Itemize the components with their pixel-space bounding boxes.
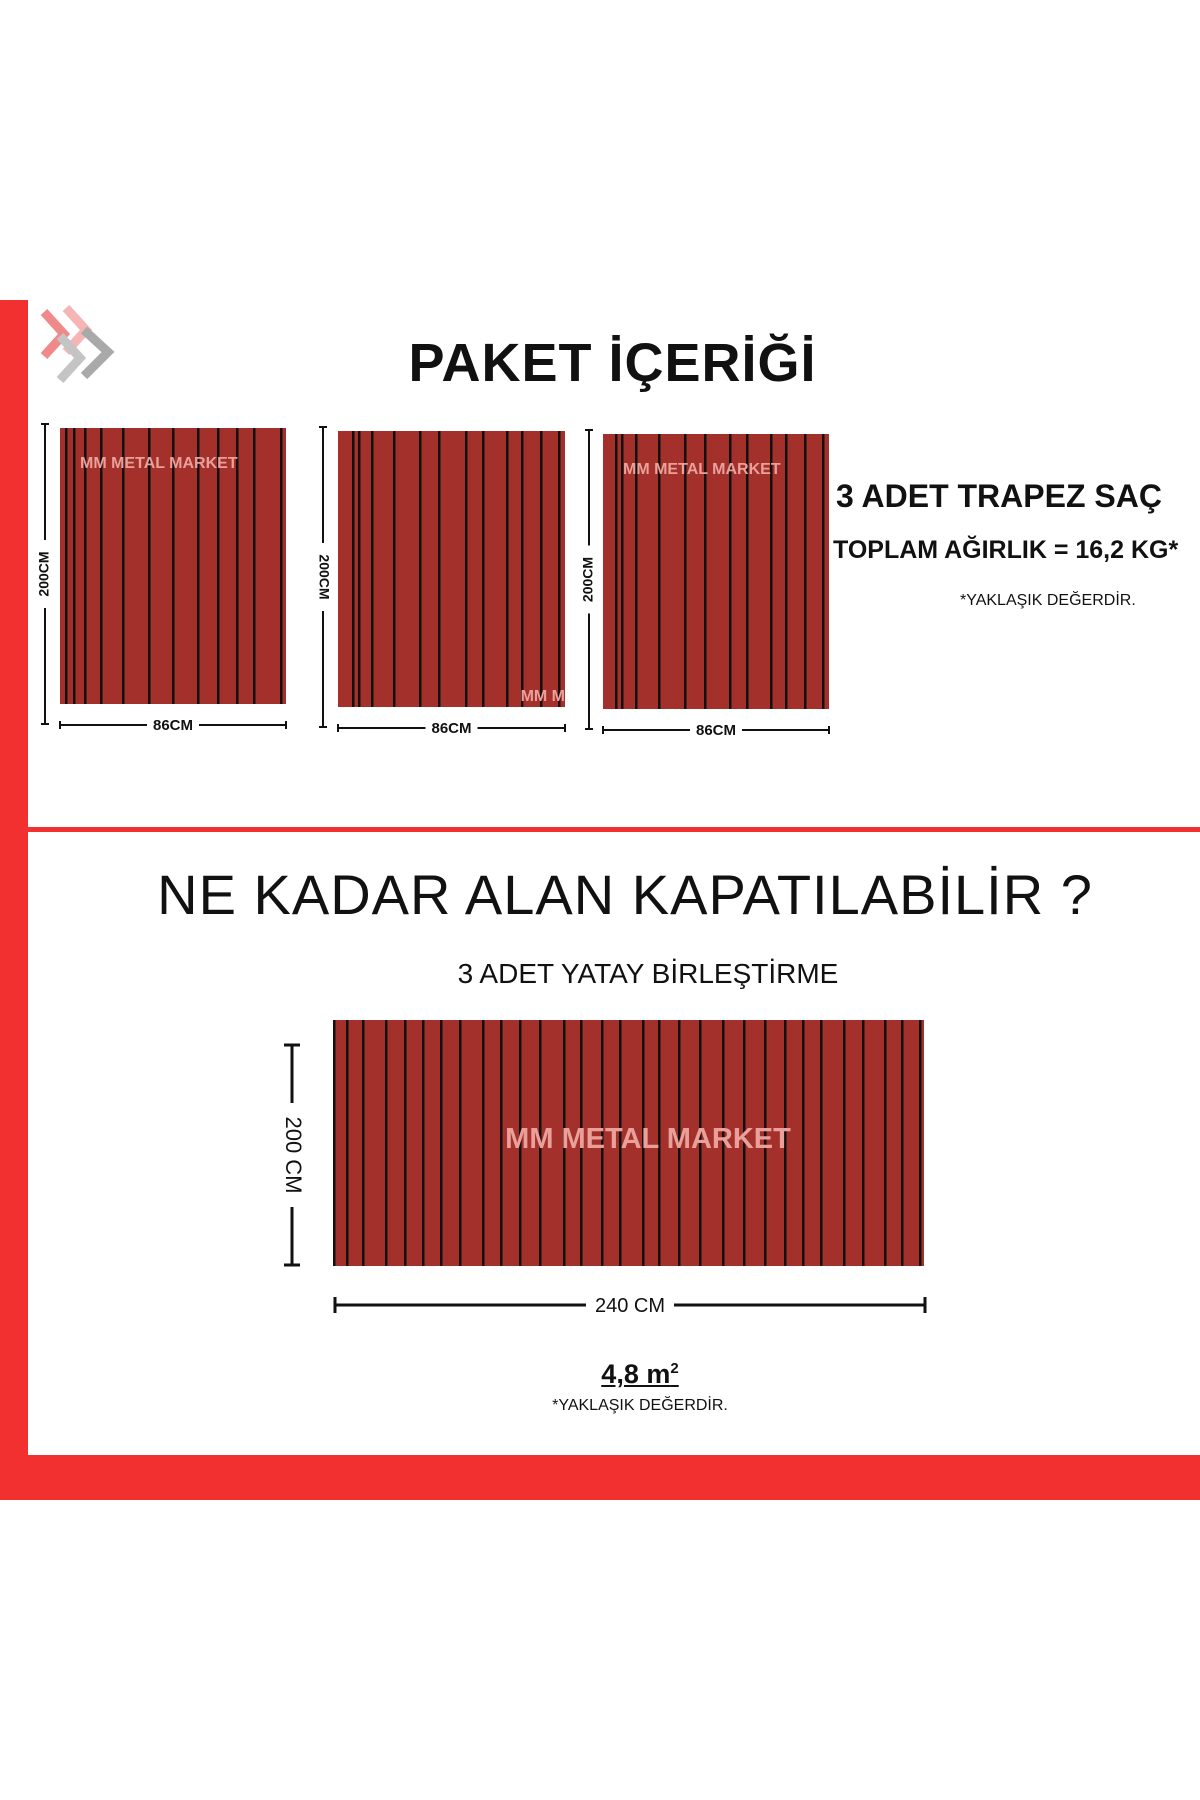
coverage-rib — [459, 1020, 462, 1266]
panel-rib — [615, 434, 618, 709]
coverage-area-exponent: 2 — [670, 1360, 679, 1377]
panel-rib — [280, 428, 283, 704]
panel-rib — [371, 431, 374, 707]
coverage-area-value: 4,8 m — [601, 1359, 671, 1389]
coverage-rib — [482, 1020, 485, 1266]
sheet-count: 3 ADET TRAPEZ SAÇ — [836, 478, 1162, 514]
coverage-width-label: 240 CM — [594, 1295, 666, 1317]
coverage-height-label: 200 CM — [281, 1116, 307, 1194]
panel-rib — [785, 434, 788, 709]
total-weight: TOPLAM AĞIRLIK = 16,2 KG* — [833, 536, 1179, 564]
panel-watermark: MM METAL MARKET — [80, 455, 238, 472]
coverage-rib — [862, 1020, 865, 1266]
coverage-rib — [500, 1020, 503, 1266]
weight-note: *YAKLAŞIK DEĞERDİR. — [960, 592, 1136, 609]
coverage-rib — [843, 1020, 846, 1266]
panel-3 — [580, 430, 829, 739]
panel-rib — [352, 431, 355, 707]
coverage-rib — [802, 1020, 805, 1266]
panel-watermark: MM M — [520, 688, 565, 705]
panel-rib — [482, 431, 485, 707]
panel-height-label: 200CM — [579, 556, 596, 603]
panel-rib — [506, 431, 509, 707]
panel-width-label: 86CM — [431, 720, 472, 737]
coverage-rib — [440, 1020, 443, 1266]
panel-rib — [65, 428, 68, 704]
panel-rib — [558, 431, 561, 707]
panels-diagram — [0, 410, 860, 740]
panel-rib — [73, 428, 76, 704]
panel-rib — [253, 428, 256, 704]
panel-watermark: MM METAL MARKET — [623, 461, 781, 478]
coverage-watermark: MM METAL MARKET — [505, 1123, 791, 1155]
panel-rib — [358, 431, 361, 707]
frame-bottom-bar — [0, 1455, 1200, 1500]
panel-rib — [822, 434, 825, 709]
coverage-subtitle: 3 ADET YATAY BİRLEŞTİRME — [457, 958, 839, 989]
panel-height-label: 200CM — [35, 551, 52, 597]
panel-1 — [36, 424, 286, 734]
panel-rib — [465, 431, 468, 707]
coverage-rib — [901, 1020, 904, 1266]
panel-rib — [521, 431, 524, 707]
panel-width-label: 86CM — [695, 722, 737, 739]
package-title: PAKET İÇERİĞİ — [408, 333, 817, 393]
coverage-rib — [346, 1020, 349, 1266]
coverage-rib — [385, 1020, 388, 1266]
panel-2 — [316, 427, 565, 737]
coverage-diagram — [270, 1010, 950, 1330]
panel-width-label: 86CM — [152, 717, 194, 734]
panel-rib — [419, 431, 422, 707]
coverage-rib — [919, 1020, 922, 1266]
panel-rib — [540, 431, 543, 707]
coverage-area — [0, 1359, 1200, 1390]
coverage-rib — [333, 1020, 336, 1266]
coverage-rib — [362, 1020, 365, 1266]
panel-rib — [393, 431, 396, 707]
panel-rib — [804, 434, 807, 709]
coverage-title: NE KADAR ALAN KAPATILABİLİR ? — [157, 863, 1093, 926]
section-divider — [28, 827, 1200, 832]
coverage-rib — [404, 1020, 407, 1266]
panel-height-label: 200CM — [316, 554, 333, 600]
coverage-note: *YAKLAŞIK DEĞERDİR. — [552, 1397, 728, 1414]
coverage-rib — [820, 1020, 823, 1266]
coverage-rib — [884, 1020, 887, 1266]
panel-rib — [438, 431, 441, 707]
coverage-rib — [422, 1020, 425, 1266]
